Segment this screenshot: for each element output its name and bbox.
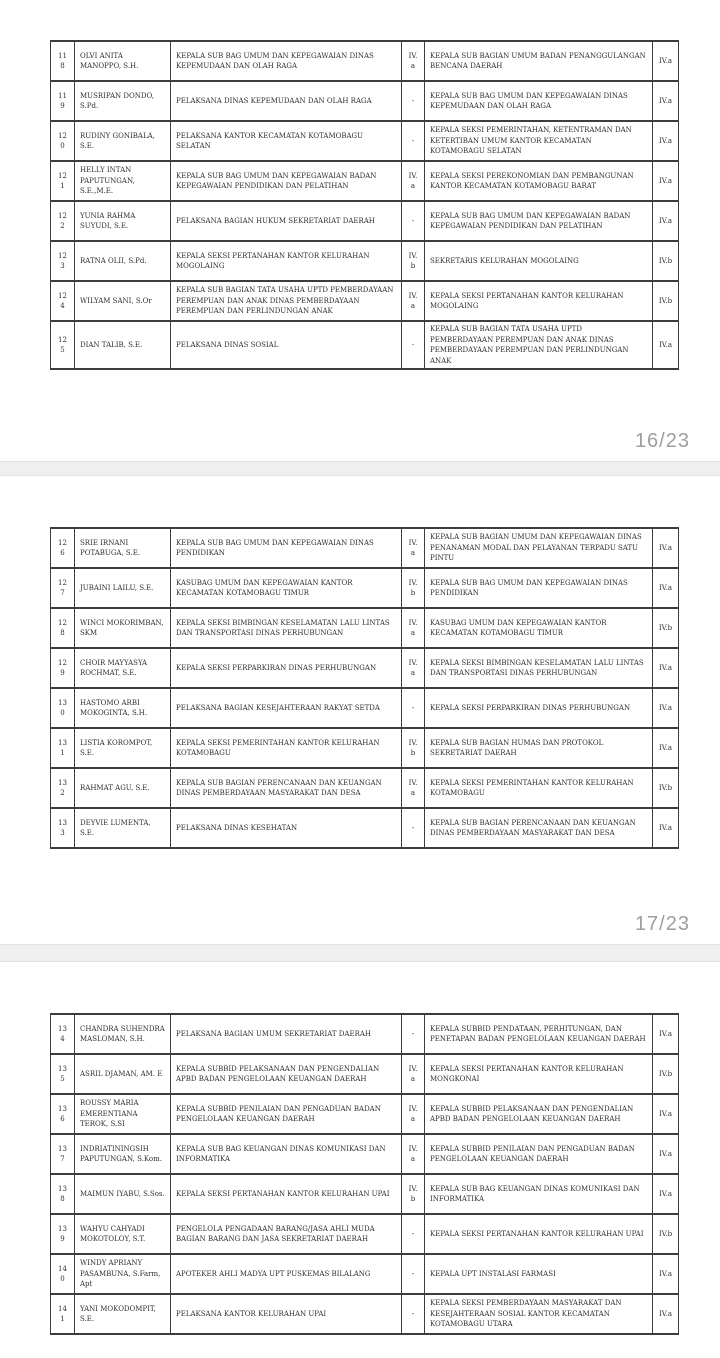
- employee-name: ROUSSY MARIA EMERENTIANA TEROK, S.SI: [75, 1094, 171, 1134]
- new-position: KEPALA SUBBID PENILAIAN DAN PENGADUAN BADAN PENGELOLAAN KEUANGAN DAERAH: [425, 1134, 653, 1174]
- old-rank: -: [402, 1294, 425, 1334]
- employee-name: RUDINY GONIBALA, S.E.: [75, 121, 171, 161]
- new-rank: IV.a: [653, 321, 679, 369]
- employee-name: HELLY INTAN PAPUTUNGAN, S.E.,M.E.: [75, 161, 171, 201]
- table-row: [51, 1014, 679, 1054]
- new-rank: IV.a: [653, 648, 679, 688]
- old-rank: IV.a: [402, 1094, 425, 1134]
- old-rank: IV.a: [402, 41, 425, 81]
- employee-name: CHANDRA SUHENDRA MASLOMAN, S.H.: [75, 1014, 171, 1054]
- table-row: [51, 1134, 679, 1174]
- old-rank: -: [402, 1214, 425, 1254]
- old-position: PELAKSANA BAGIAN HUKUM SEKRETARIAT DAERAH: [171, 201, 402, 241]
- row-number: 130: [51, 688, 75, 728]
- new-position: KEPALA SEKSI PEREKONOMIAN DAN PEMBANGUNAN KANTOR KECAMATAN KOTAMOBAGU BARAT: [425, 161, 653, 201]
- old-rank: IV.b: [402, 728, 425, 768]
- table-row: [51, 688, 679, 728]
- row-number: 139: [51, 1214, 75, 1254]
- employee-name: WINDY APRIANY PASAMBUNA, S.Farm, Apt: [75, 1254, 171, 1294]
- old-position: KEPALA SUB BAG UMUM DAN KEPEGAWAIAN DINAS KEPEMUDAAN DAN OLAH RAGA: [171, 41, 402, 81]
- employee-name: YANI MOKODOMPIT, S.E.: [75, 1294, 171, 1334]
- personnel-table-page17: [50, 527, 679, 849]
- new-position: KEPALA SUBBID PENDATAAN, PERHITUNGAN, DAN PENETAPAN BADAN PENGELOLAAN KEUANGAN DAERAH: [425, 1014, 653, 1054]
- new-rank: IV.a: [653, 1254, 679, 1294]
- new-rank: IV.a: [653, 1174, 679, 1214]
- new-rank: IV.b: [653, 768, 679, 808]
- table-row: [51, 81, 679, 121]
- old-position: KEPALA SEKSI PERTANAHAN KANTOR KELURAHAN UPAI: [171, 1174, 402, 1214]
- new-rank: IV.b: [653, 1054, 679, 1094]
- new-position: KEPALA SUB BAG UMUM DAN KEPEGAWAIAN DINAS PENDIDIKAN: [425, 568, 653, 608]
- old-rank: -: [402, 688, 425, 728]
- old-rank: -: [402, 1254, 425, 1294]
- old-position: PELAKSANA DINAS KEPEMUDAAN DAN OLAH RAGA: [171, 81, 402, 121]
- employee-name: DIAN TALIB, S.E.: [75, 321, 171, 369]
- employee-name: LISTIA KOROMPOT, S.E.: [75, 728, 171, 768]
- new-position: SEKRETARIS KELURAHAN MOGOLAING: [425, 241, 653, 281]
- new-rank: IV.a: [653, 1014, 679, 1054]
- old-rank: IV.b: [402, 1174, 425, 1214]
- row-number: 123: [51, 241, 75, 281]
- old-position: KEPALA SUB BAG UMUM DAN KEPEGAWAIAN DINAS PENDIDIKAN: [171, 528, 402, 568]
- new-position: KEPALA SEKSI PEMERINTAHAN, KETENTRAMAN DAN KETERTIBAN UMUM KANTOR KECAMATAN KOTAMOBAGU SELATAN: [425, 121, 653, 161]
- new-position: KEPALA SUB BAGIAN UMUM DAN KEPEGAWAIAN DINAS PENANAMAN MODAL DAN PELAYANAN TERPADU SATU PINTU: [425, 528, 653, 568]
- new-rank: IV.b: [653, 608, 679, 648]
- old-position: PELAKSANA KANTOR KELURAHAN UPAI: [171, 1294, 402, 1334]
- table-row: [51, 41, 679, 81]
- employee-name: YUNIA RAHMA SUYUDI, S.E.: [75, 201, 171, 241]
- old-position: KEPALA SUB BAG UMUM DAN KEPEGAWAIAN BADAN KEPEGAWAIAN PENDIDIKAN DAN PELATIHAN: [171, 161, 402, 201]
- row-number: 128: [51, 608, 75, 648]
- old-position: KEPALA SEKSI PERTANAHAN KANTOR KELURAHAN MOGOLAING: [171, 241, 402, 281]
- row-number: 141: [51, 1294, 75, 1334]
- new-rank: IV.a: [653, 528, 679, 568]
- employee-name: WILYAM SANI, S.Or: [75, 281, 171, 321]
- old-position: PELAKSANA KANTOR KECAMATAN KOTAMOBAGU SELATAN: [171, 121, 402, 161]
- old-rank: IV.b: [402, 241, 425, 281]
- new-position: KEPALA SUB BAG UMUM DAN KEPEGAWAIAN BADAN KEPEGAWAIAN PENDIDIKAN DAN PELATIHAN: [425, 201, 653, 241]
- table-row: [51, 1254, 679, 1294]
- old-position: KEPALA SEKSI PEMERINTAHAN KANTOR KELURAHAN KOTAMOBAGU: [171, 728, 402, 768]
- table-row: [51, 1214, 679, 1254]
- table-row: [51, 121, 679, 161]
- new-rank: IV.b: [653, 281, 679, 321]
- old-position: PELAKSANA DINAS SOSIAL: [171, 321, 402, 369]
- old-rank: -: [402, 808, 425, 848]
- table-row: [51, 528, 679, 568]
- new-rank: IV.a: [653, 1134, 679, 1174]
- table-row: [51, 768, 679, 808]
- row-number: 138: [51, 1174, 75, 1214]
- row-number: 122: [51, 201, 75, 241]
- table-row: [51, 1094, 679, 1134]
- table-row: [51, 808, 679, 848]
- old-position: PELAKSANA BAGIAN UMUM SEKRETARIAT DAERAH: [171, 1014, 402, 1054]
- old-rank: IV.a: [402, 1054, 425, 1094]
- employee-name: INDRIATININGSIH PAPUTUNGAN, S.Kom.: [75, 1134, 171, 1174]
- employee-name: ASRIL DJAMAN, AM. E: [75, 1054, 171, 1094]
- page-separator: [0, 944, 720, 962]
- row-number: 133: [51, 808, 75, 848]
- old-rank: IV.a: [402, 161, 425, 201]
- old-rank: IV.a: [402, 528, 425, 568]
- old-rank: IV.a: [402, 608, 425, 648]
- employee-name: WINCI MOKORIMBAN, SKM: [75, 608, 171, 648]
- row-number: 120: [51, 121, 75, 161]
- old-position: KEPALA SUB BAGIAN PERENCANAAN DAN KEUANGAN DINAS PEMBERDAYAAN MASYARAKAT DAN DESA: [171, 768, 402, 808]
- old-position: KEPALA SUB BAGIAN TATA USAHA UPTD PEMBERDAYAAN PEREMPUAN DAN ANAK DINAS PEMBERDAYAAN PEREMPUAN DAN PERLINDUNGAN ANAK: [171, 281, 402, 321]
- row-number: 140: [51, 1254, 75, 1294]
- page-indicator-17: 17/23: [634, 913, 690, 935]
- personnel-table-page18: [50, 1013, 679, 1335]
- old-position: KEPALA SUBBID PELAKSANAAN DAN PENGENDALIAN APBD BADAN PENGELOLAAN KEUANGAN DAERAH: [171, 1054, 402, 1094]
- new-rank: IV.a: [653, 41, 679, 81]
- table-row: [51, 281, 679, 321]
- new-position: KEPALA UPT INSTALASI FARMASI: [425, 1254, 653, 1294]
- row-number: 134: [51, 1014, 75, 1054]
- old-rank: -: [402, 81, 425, 121]
- new-position: KEPALA SEKSI BIMBINGAN KESELAMATAN LALU LINTAS DAN TRANSPORTASI DINAS PERHUBUNGAN: [425, 648, 653, 688]
- new-rank: IV.b: [653, 241, 679, 281]
- new-rank: IV.a: [653, 121, 679, 161]
- old-position: APOTEKER AHLI MADYA UPT PUSKEMAS BILALANG: [171, 1254, 402, 1294]
- new-rank: IV.a: [653, 201, 679, 241]
- employee-name: HASTOMO ARBI MOKOGINTA, S.H.: [75, 688, 171, 728]
- employee-name: MAIMUN IYABU, S.Sos.: [75, 1174, 171, 1214]
- employee-name: MUSRIPAN DONDO, S.Pd.: [75, 81, 171, 121]
- old-rank: IV.b: [402, 568, 425, 608]
- new-position: KEPALA SUB BAGIAN UMUM BADAN PENANGGULANGAN BENCANA DAERAH: [425, 41, 653, 81]
- table-row: [51, 321, 679, 369]
- row-number: 131: [51, 728, 75, 768]
- new-position: KEPALA SEKSI PERTANAHAN KANTOR KELURAHAN MOGOLAING: [425, 281, 653, 321]
- new-position: KEPALA SUB BAGIAN TATA USAHA UPTD PEMBERDAYAAN PEREMPUAN DAN ANAK DINAS PEMBERDAYAAN PEREMPUAN DAN PERLINDUNGAN ANAK: [425, 321, 653, 369]
- old-rank: IV.a: [402, 648, 425, 688]
- old-rank: -: [402, 321, 425, 369]
- new-position: KEPALA SEKSI PEMBERDAYAAN MASYARAKAT DAN KESEJAHTERAAN SOSIAL KANTOR KECAMATAN KOTAMOBAGU UTARA: [425, 1294, 653, 1334]
- old-position: KASUBAG UMUM DAN KEPEGAWAIAN KANTOR KECAMATAN KOTAMOBAGU TIMUR: [171, 568, 402, 608]
- table-row: [51, 568, 679, 608]
- row-number: 127: [51, 568, 75, 608]
- page-indicator-16: 16/23: [634, 430, 690, 452]
- new-rank: IV.a: [653, 81, 679, 121]
- old-position: KEPALA SUBBID PENILAIAN DAN PENGADUAN BADAN PENGELOLAAN KEUANGAN DAERAH: [171, 1094, 402, 1134]
- old-position: KEPALA SUB BAG KEUANGAN DINAS KOMUNIKASI DAN INFORMATIKA: [171, 1134, 402, 1174]
- page-separator: [0, 461, 720, 476]
- old-position: PELAKSANA DINAS KESEHATAN: [171, 808, 402, 848]
- row-number: 129: [51, 648, 75, 688]
- old-rank: -: [402, 121, 425, 161]
- new-rank: IV.a: [653, 728, 679, 768]
- old-rank: -: [402, 1014, 425, 1054]
- old-position: KEPALA SEKSI BIMBINGAN KESELAMATAN LALU LINTAS DAN TRANSPORTASI DINAS PERHUBUNGAN: [171, 608, 402, 648]
- new-rank: IV.a: [653, 688, 679, 728]
- employee-name: RAHMAT AGU, S.E.: [75, 768, 171, 808]
- employee-name: WAHYU CAHYADI MOKOTOLOY, S.T.: [75, 1214, 171, 1254]
- row-number: 118: [51, 41, 75, 81]
- new-position: KEPALA SUBBID PELAKSANAAN DAN PENGENDALIAN APBD BADAN PENGELOLAAN KEUANGAN DAERAH: [425, 1094, 653, 1134]
- new-rank: IV.a: [653, 568, 679, 608]
- new-rank: IV.b: [653, 1214, 679, 1254]
- old-rank: IV.a: [402, 768, 425, 808]
- new-position: KASUBAG UMUM DAN KEPEGAWAIAN KANTOR KECAMATAN KOTAMOBAGU TIMUR: [425, 608, 653, 648]
- new-position: KEPALA SUB BAG KEUANGAN DINAS KOMUNIKASI DAN INFORMATIKA: [425, 1174, 653, 1214]
- old-position: KEPALA SEKSI PERPARKIRAN DINAS PERHUBUNGAN: [171, 648, 402, 688]
- new-rank: IV.a: [653, 161, 679, 201]
- row-number: 136: [51, 1094, 75, 1134]
- table-row: [51, 1294, 679, 1334]
- old-position: PELAKSANA BAGIAN KESEJAHTERAAN RAKYAT SETDA: [171, 688, 402, 728]
- table-row: [51, 648, 679, 688]
- new-position: KEPALA SUB BAGIAN PERENCANAAN DAN KEUANGAN DINAS PEMBERDAYAAN MASYARAKAT DAN DESA: [425, 808, 653, 848]
- row-number: 137: [51, 1134, 75, 1174]
- employee-name: JUBAINI LAILU, S.E.: [75, 568, 171, 608]
- old-rank: IV.a: [402, 281, 425, 321]
- table-row: [51, 201, 679, 241]
- new-rank: IV.a: [653, 1294, 679, 1334]
- table-row: [51, 1174, 679, 1214]
- row-number: 125: [51, 321, 75, 369]
- table-row: [51, 728, 679, 768]
- employee-name: RATNA OLII, S.Pd.: [75, 241, 171, 281]
- new-rank: IV.a: [653, 808, 679, 848]
- row-number: 124: [51, 281, 75, 321]
- personnel-table-page16: [50, 40, 679, 370]
- new-position: KEPALA SEKSI PERTANAHAN KANTOR KELURAHAN MONGKONAI: [425, 1054, 653, 1094]
- new-position: KEPALA SEKSI PERTANAHAN KANTOR KELURAHAN UPAI: [425, 1214, 653, 1254]
- employee-name: CHOIR MAYYASYA ROCHMAT, S.E.: [75, 648, 171, 688]
- row-number: 126: [51, 528, 75, 568]
- row-number: 121: [51, 161, 75, 201]
- employee-name: SRIE IRNANI POTABUGA, S.E.: [75, 528, 171, 568]
- new-position: KEPALA SEKSI PERPARKIRAN DINAS PERHUBUNGAN: [425, 688, 653, 728]
- table-row: [51, 161, 679, 201]
- new-position: KEPALA SEKSI PEMERINTAHAN KANTOR KELURAHAN KOTAMOBAGU: [425, 768, 653, 808]
- row-number: 119: [51, 81, 75, 121]
- new-rank: IV.a: [653, 1094, 679, 1134]
- table-row: [51, 608, 679, 648]
- row-number: 132: [51, 768, 75, 808]
- new-position: KEPALA SUB BAG UMUM DAN KEPEGAWAIAN DINAS KEPEMUDAAN DAN OLAH RAGA: [425, 81, 653, 121]
- old-rank: -: [402, 201, 425, 241]
- old-position: PENGELOLA PENGADAAN BARANG/JASA AHLI MUDA BAGIAN BARANG DAN JASA SEKRETARIAT DAERAH: [171, 1214, 402, 1254]
- table-row: [51, 241, 679, 281]
- old-rank: IV.a: [402, 1134, 425, 1174]
- table-row: [51, 1054, 679, 1094]
- new-position: KEPALA SUB BAGIAN HUMAS DAN PROTOKOL SEKRETARIAT DAERAH: [425, 728, 653, 768]
- employee-name: DEYVIE LUMENTA, S.E.: [75, 808, 171, 848]
- employee-name: OLVI ANITA MANOPPO, S.H.: [75, 41, 171, 81]
- row-number: 135: [51, 1054, 75, 1094]
